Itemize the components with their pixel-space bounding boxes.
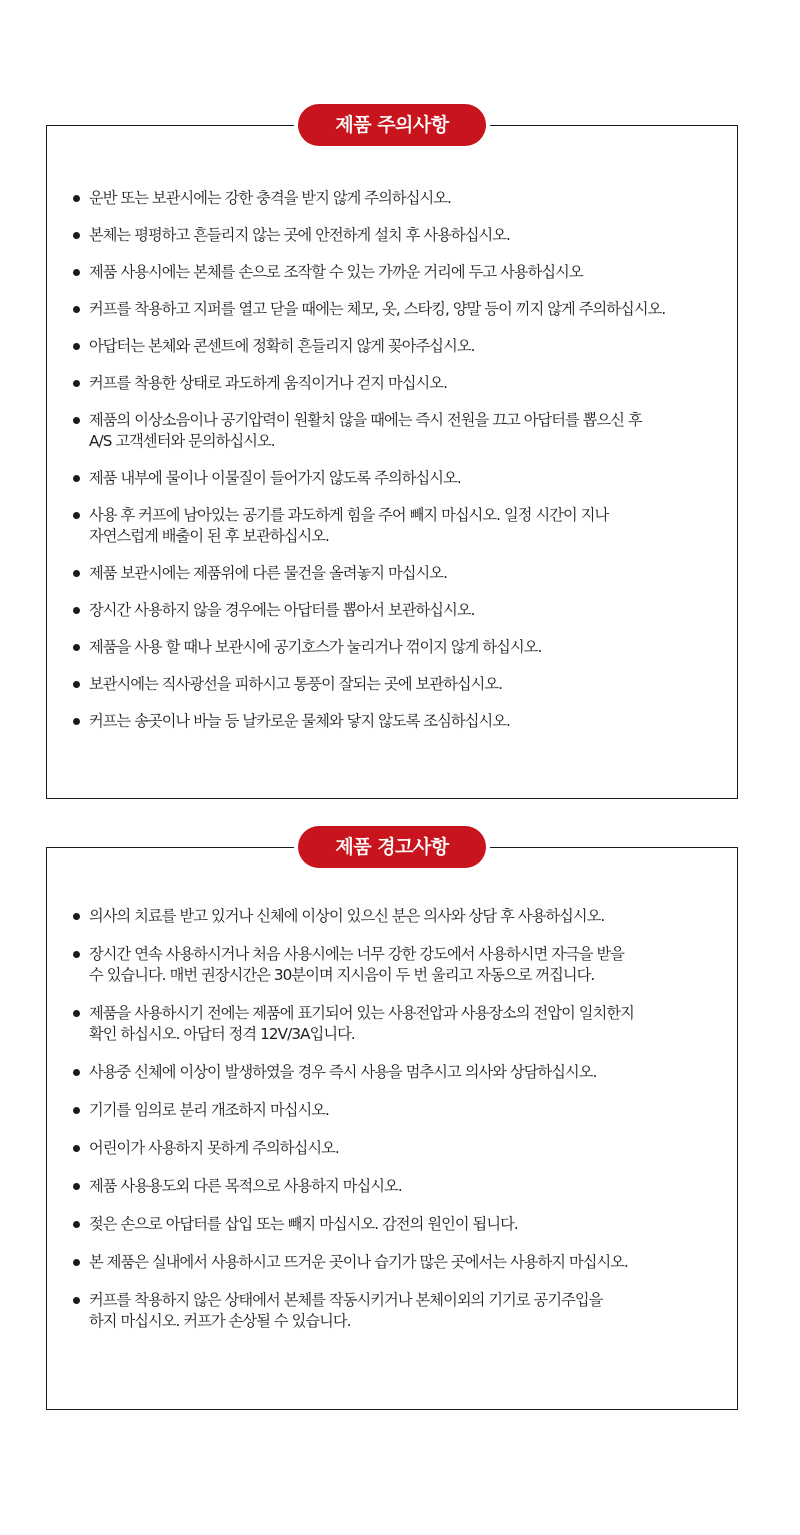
bullet-icon bbox=[73, 195, 80, 202]
caution-list-item bbox=[73, 505, 717, 547]
warning-item-text: 장시간 연속 사용하시거나 처음 사용시에는 너무 강한 강도에서 사용하시면 자극을 받을 bbox=[89, 945, 625, 963]
bullet-icon bbox=[73, 475, 80, 482]
bullet-icon bbox=[73, 913, 80, 920]
caution-item-text: 커프를 착용하고 지퍼를 열고 닫을 때에는 체모, 옷, 스타킹, 양말 등이 끼지 않게 주의하십시오. bbox=[89, 300, 666, 318]
bullet-icon bbox=[73, 1069, 80, 1076]
bullet-icon bbox=[73, 232, 80, 239]
caution-item-text: A/S 고객센터와 문의하십시오. bbox=[89, 432, 275, 450]
caution-item-text: 커프를 착용한 상태로 과도하게 움직이거나 걷지 마십시오. bbox=[89, 374, 448, 392]
caution-item-text: 제품 사용시에는 본체를 손으로 조작할 수 있는 가까운 거리에 두고 사용하십시오 bbox=[89, 263, 583, 281]
caution-item-text: 장시간 사용하지 않을 경우에는 아답터를 뽑아서 보관하십시오. bbox=[89, 601, 475, 619]
warning-item-text: 의사의 치료를 받고 있거나 신체에 이상이 있으신 분은 의사와 상담 후 사용하십시오. bbox=[89, 907, 605, 925]
caution-item-text: 제품의 이상소음이나 공기압력이 원활치 않을 때에는 즉시 전원을 끄고 아답터를 뽑으신 후 bbox=[89, 411, 642, 429]
bullet-icon bbox=[73, 681, 80, 688]
warning-list-item bbox=[73, 1062, 717, 1083]
caution-list-item bbox=[73, 373, 717, 394]
warning-item-text: 제품 사용용도외 다른 목적으로 사용하지 마십시오. bbox=[89, 1177, 402, 1195]
caution-list-item bbox=[73, 336, 717, 357]
caution-item-text: 아답터는 본체와 콘센트에 정확히 흔들리지 않게 꽂아주십시오. bbox=[89, 337, 475, 355]
caution-list-item bbox=[73, 225, 717, 246]
warning-item-text: 본 제품은 실내에서 사용하시고 뜨거운 곳이나 습기가 많은 곳에서는 사용하지 마십시오. bbox=[89, 1253, 628, 1271]
bullet-icon bbox=[73, 417, 80, 424]
warning-item-text: 사용중 신체에 이상이 발생하였을 경우 즉시 사용을 멈추시고 의사와 상담하십시오. bbox=[89, 1063, 597, 1081]
caution-item-text: 보관시에는 직사광선을 피하시고 통풍이 잘되는 곳에 보관하십시오. bbox=[89, 675, 503, 693]
caution-item-text: 자연스럽게 배출이 된 후 보관하십시오. bbox=[89, 527, 329, 545]
warning-item-text: 하지 마십시오. 커프가 손상될 수 있습니다. bbox=[89, 1312, 351, 1330]
warning-item-text: 어린이가 사용하지 못하게 주의하십시오. bbox=[89, 1139, 339, 1157]
bullet-icon bbox=[73, 1221, 80, 1228]
caution-list-item bbox=[73, 262, 717, 283]
caution-list-item bbox=[73, 188, 717, 209]
caution-item-text: 사용 후 커프에 남아있는 공기를 과도하게 힘을 주어 빼지 마십시오. 일정 시간이 지나 bbox=[89, 506, 609, 524]
warning-item-text: 수 있습니다. 매번 권장시간은 30분이며 지시음이 두 번 울리고 자동으로 꺼집니다. bbox=[89, 966, 595, 984]
warning-list-item bbox=[73, 1138, 717, 1159]
bullet-icon bbox=[73, 1010, 80, 1017]
bullet-icon bbox=[73, 570, 80, 577]
warning-list-item bbox=[73, 1252, 717, 1273]
caution-list-item bbox=[73, 468, 717, 489]
bullet-icon bbox=[73, 1259, 80, 1266]
bullet-icon bbox=[73, 1145, 80, 1152]
warning-list-item bbox=[73, 944, 717, 986]
bullet-icon bbox=[73, 269, 80, 276]
caution-item-text: 운반 또는 보관시에는 강한 충격을 받지 않게 주의하십시오. bbox=[89, 189, 451, 207]
caution-list-item bbox=[73, 299, 717, 320]
warning-item-text: 기기를 임의로 분리 개조하지 마십시오. bbox=[89, 1101, 329, 1119]
warning-list-item bbox=[73, 1214, 717, 1235]
bullet-icon bbox=[73, 607, 80, 614]
caution-title: 제품 주의사항 bbox=[298, 104, 486, 146]
caution-list-item bbox=[73, 410, 717, 452]
bullet-icon bbox=[73, 718, 80, 725]
caution-item-text: 제품 보관시에는 제품위에 다른 물건을 올려놓지 마십시오. bbox=[89, 564, 448, 582]
bullet-icon bbox=[73, 306, 80, 313]
bullet-icon bbox=[73, 951, 80, 958]
bullet-icon bbox=[73, 1297, 80, 1304]
caution-item-text: 제품을 사용 할 때나 보관시에 공기호스가 눌리거나 꺾이지 않게 하십시오. bbox=[89, 638, 542, 656]
bullet-icon bbox=[73, 512, 80, 519]
bullet-icon bbox=[73, 644, 80, 651]
bullet-icon bbox=[73, 343, 80, 350]
warning-item-text: 젖은 손으로 아답터를 삽입 또는 빼지 마십시오. 감전의 원인이 됩니다. bbox=[89, 1215, 518, 1233]
bullet-icon bbox=[73, 1183, 80, 1190]
caution-section bbox=[46, 114, 738, 799]
warning-section bbox=[46, 836, 738, 1410]
warning-title: 제품 경고사항 bbox=[298, 826, 486, 868]
bullet-icon bbox=[73, 1107, 80, 1114]
warning-list-item bbox=[73, 1176, 717, 1197]
caution-list-item bbox=[73, 674, 717, 695]
caution-list-item bbox=[73, 563, 717, 584]
warning-list-item bbox=[73, 906, 717, 927]
bullet-icon bbox=[73, 380, 80, 387]
caution-item-text: 커프는 송곳이나 바늘 등 날카로운 물체와 닿지 않도록 조심하십시오. bbox=[89, 712, 510, 730]
warning-item-text: 확인 하십시오. 아답터 정격 12V/3A입니다. bbox=[89, 1025, 355, 1043]
caution-list-item bbox=[73, 637, 717, 658]
warning-list bbox=[73, 906, 717, 1349]
caution-list-item bbox=[73, 600, 717, 621]
warning-item-text: 제품을 사용하시기 전에는 제품에 표기되어 있는 사용전압과 사용장소의 전압이 일치한지 bbox=[89, 1004, 634, 1022]
warning-list-item bbox=[73, 1100, 717, 1121]
warning-list-item bbox=[73, 1290, 717, 1332]
caution-list bbox=[73, 188, 717, 748]
caution-item-text: 제품 내부에 물이나 이물질이 들어가지 않도록 주의하십시오. bbox=[89, 469, 461, 487]
caution-list-item bbox=[73, 711, 717, 732]
warning-item-text: 커프를 착용하지 않은 상태에서 본체를 작동시키거나 본체이외의 기기로 공기주입을 bbox=[89, 1291, 603, 1309]
warning-list-item bbox=[73, 1003, 717, 1045]
caution-item-text: 본체는 평평하고 흔들리지 않는 곳에 안전하게 설치 후 사용하십시오. bbox=[89, 226, 510, 244]
